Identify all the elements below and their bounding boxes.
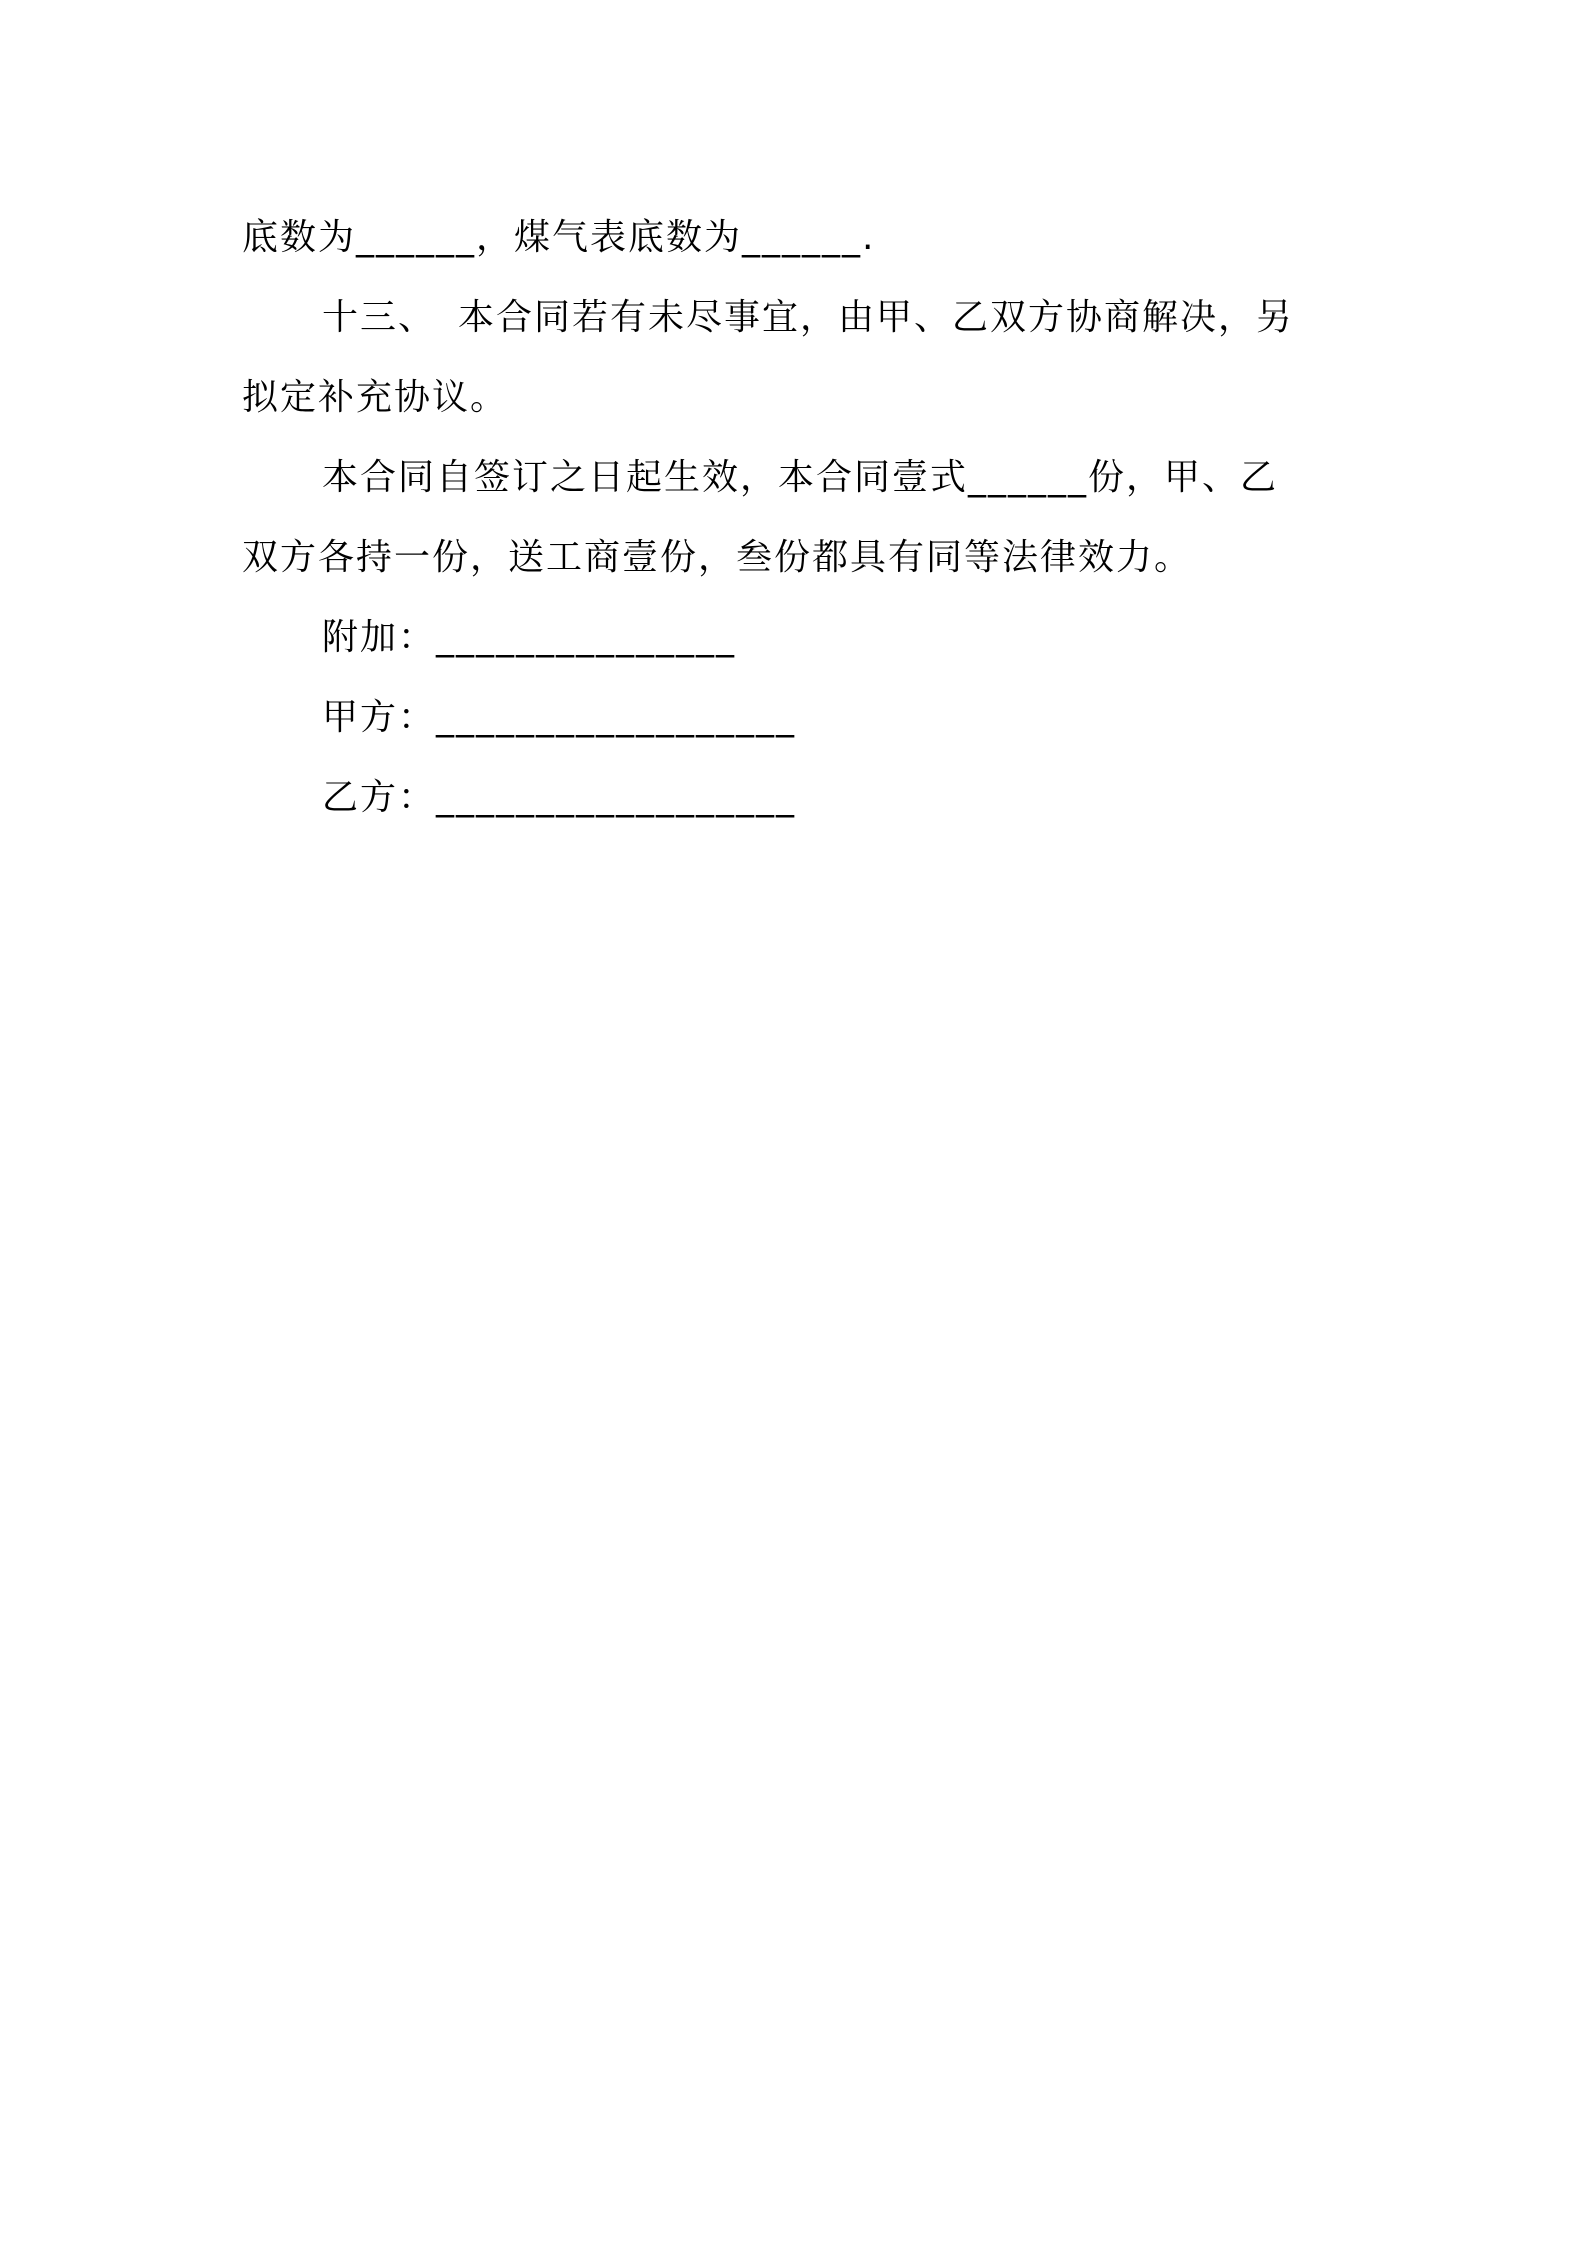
effective-clause-text: 本合同自签订之日起生效，本合同壹式______份，甲、乙 (322, 457, 1279, 498)
clause-13-text: 本合同若有未尽事宜，由甲、乙双方协商解决，另 (458, 297, 1295, 338)
attachment-blank: _______________ (436, 617, 737, 658)
paragraph-line (242, 518, 1352, 598)
effective-clause-continuation: 双方各持一份，送工商壹份，叁份都具有同等法律效力。 (242, 537, 1193, 578)
meter-readings-text: 底数为______，煤气表底数为______. (242, 217, 876, 258)
party-b-blank: __________________ (436, 777, 797, 818)
paragraph-line (242, 358, 1352, 438)
party-a-line (242, 678, 1352, 758)
party-a-blank: __________________ (436, 697, 797, 738)
clause-13-line (242, 278, 1352, 358)
attachment-label: 附加： (322, 617, 437, 658)
document-body (242, 198, 1352, 838)
party-b-line (242, 758, 1352, 838)
clause-13-continuation: 拟定补充协议。 (242, 377, 509, 418)
effective-clause-line (242, 438, 1352, 518)
attachment-line (242, 598, 1352, 678)
party-a-label: 甲方： (322, 697, 437, 738)
clause-number: 十三、 (322, 297, 437, 338)
party-b-label: 乙方： (322, 777, 437, 818)
paragraph-line (242, 198, 1352, 278)
